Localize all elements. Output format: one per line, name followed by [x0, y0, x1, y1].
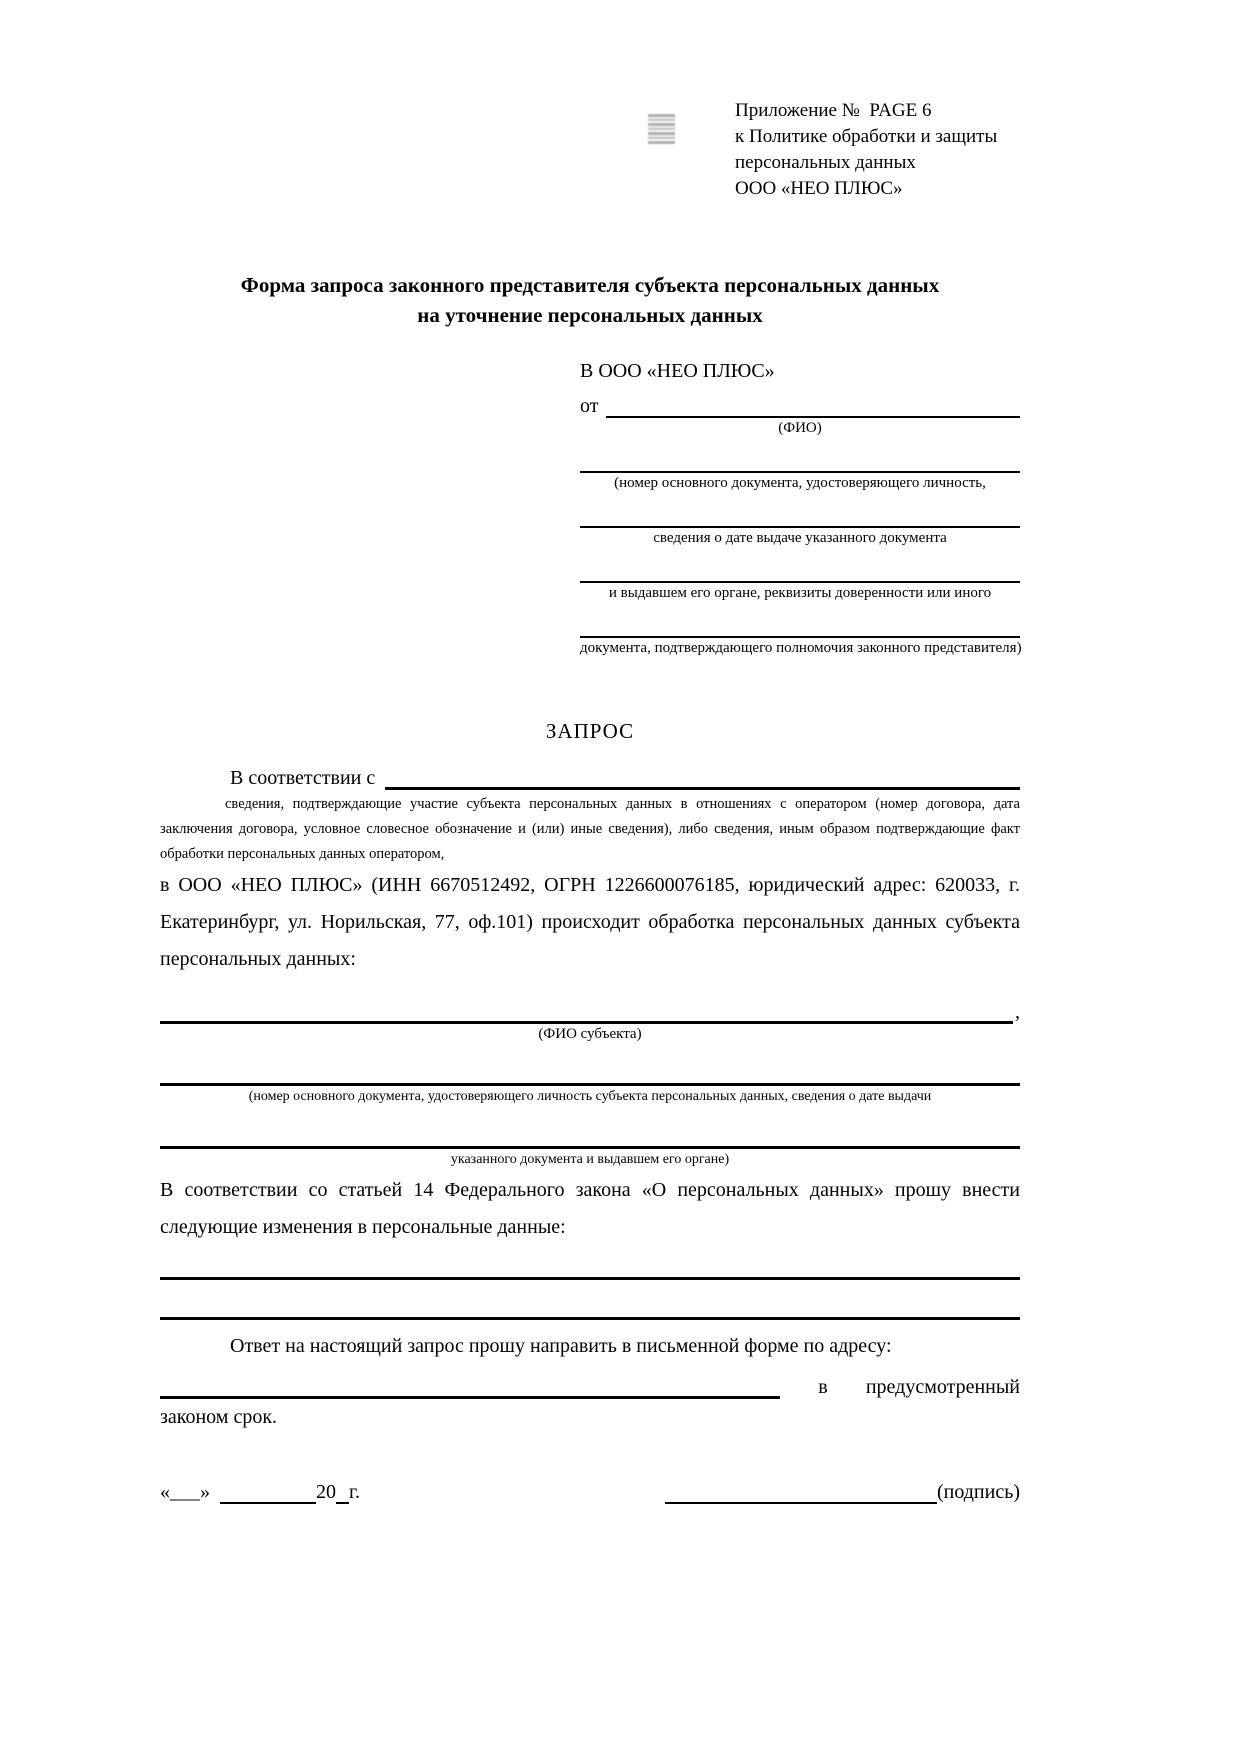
subject-doc-blank-line	[160, 1058, 1020, 1086]
doc-number-caption: (номер основного документа, удостоверяющего личность,	[614, 475, 986, 491]
doc-issue-date-caption: сведения о дате выдаче указанного документа	[653, 530, 947, 546]
fio-caption: (ФИО)	[778, 420, 822, 436]
subject-fio-field	[160, 994, 1020, 1024]
date-signature-row	[160, 1480, 1020, 1504]
from-label: от	[580, 395, 599, 417]
document-content	[160, 0, 1020, 1504]
doc-powers-caption: документа, подтверждающего полномочия законного представителя)	[580, 640, 1022, 656]
accordance-field	[160, 756, 1020, 790]
date-year-suffix: г.	[349, 1481, 360, 1503]
changes-blank-line-2	[160, 1280, 1020, 1320]
date-year-prefix: 20	[316, 1481, 336, 1503]
appendix-policy-line: к Политике обработки и защиты	[735, 126, 998, 147]
signature-field	[665, 1480, 1020, 1504]
form-title	[160, 270, 1020, 330]
date-field	[160, 1480, 360, 1504]
addressee-block	[580, 356, 1020, 658]
subject-fio-caption: (ФИО субъекта)	[538, 1026, 642, 1042]
doc-issue-date-blank-line	[580, 502, 1020, 528]
date-year-blank-line	[336, 1480, 349, 1504]
request-heading: ЗАПРОС	[545, 719, 635, 743]
signature-caption: (подпись)	[936, 1481, 1020, 1503]
doc-number-blank-line	[580, 447, 1020, 473]
answer-address-blank-line	[160, 1369, 780, 1399]
answer-word-predusmotrenny: предусмотренный	[865, 1376, 1020, 1398]
subject-fio-blank-line	[160, 998, 1013, 1024]
answer-paragraph: Ответ на настоящий запрос прошу направить в письменной форме по адресу:	[230, 1335, 892, 1357]
doc-authority-field	[580, 557, 1020, 603]
doc-powers-field	[580, 612, 1020, 658]
answer-closing: законом срок.	[160, 1406, 278, 1428]
from-blank-line	[606, 392, 1020, 418]
accordance-blank-line	[385, 764, 1020, 790]
scan-artifact-mark	[648, 114, 675, 144]
subject-doc-caption: (номер основного документа, удостоверяющего личность субъекта персональных данных, сведения о дате выдачи	[248, 1089, 932, 1104]
doc-authority-blank-line	[580, 557, 1020, 583]
date-day-quotes: «___»	[160, 1481, 210, 1503]
doc-powers-blank-line	[580, 612, 1020, 638]
answer-word-v: в	[818, 1376, 828, 1398]
appendix-company: ООО «НЕО ПЛЮС»	[735, 178, 903, 199]
addressee-company: В ООО «НЕО ПЛЮС»	[580, 360, 775, 382]
subject-doc-authority-caption: указанного документа и выдавшем его органе)	[450, 1152, 730, 1167]
subject-doc-field	[160, 1058, 1020, 1107]
accordance-label: В соответствии с	[230, 767, 376, 789]
appendix-header-row	[160, 98, 1020, 204]
from-field	[580, 390, 1020, 418]
operator-paragraph: в ООО «НЕО ПЛЮС» (ИНН 6670512492, ОГРН 1226600076185, юридический адрес: 620033, г. Екатеринбург, ул. Норильская, 77, оф.101) происходит обработка персональных данных субъекта персональных данных:	[160, 874, 1020, 970]
representative-doc-field	[580, 447, 1020, 493]
form-title-line1: Форма запроса законного представителя субъекта персональных данных	[240, 273, 940, 297]
appendix-policy-line2: персональных данных	[735, 152, 916, 173]
form-title-line2: на уточнение персональных данных	[417, 303, 763, 327]
subject-doc-authority-blank-line	[160, 1121, 1020, 1149]
doc-authority-caption: и выдавшем его органе, реквизиты доверенности или иного	[608, 585, 992, 601]
subject-doc-authority-field	[160, 1121, 1020, 1170]
changes-blank-line-1	[160, 1246, 1020, 1280]
doc-issue-date-field	[580, 502, 1020, 548]
date-month-blank-line	[220, 1480, 316, 1504]
signature-blank-line	[665, 1480, 937, 1504]
subject-fio-comma: ,	[1015, 1001, 1020, 1023]
appendix-header	[735, 98, 1020, 202]
appendix-number: Приложение № PAGE 6	[735, 100, 932, 121]
accordance-footnote: сведения, подтверждающие участие субъекта персональных данных в отношениях с оператором (номер договора, дата заключения договора, условное словесное обозначение и (или) иные сведения), либо сведения, иным образом подтверждающие факт обработки персональных данных оператором,	[160, 796, 1020, 862]
answer-address-field	[160, 1365, 1020, 1399]
law-paragraph: В соответствии со статьей 14 Федерального закона «О персональных данных» прошу внести следующие изменения в персональные данные:	[160, 1179, 1020, 1238]
